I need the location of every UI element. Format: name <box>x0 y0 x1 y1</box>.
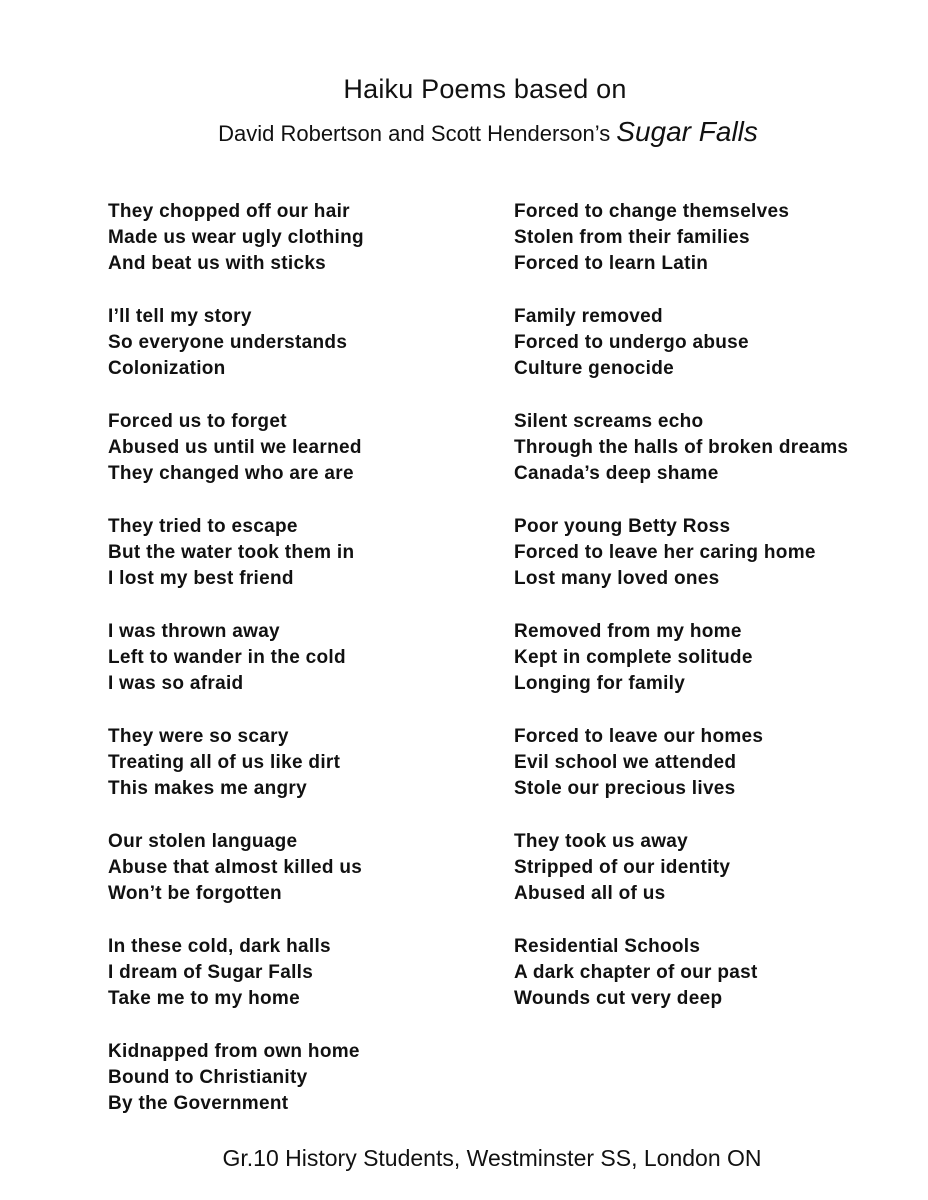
haiku-line: But the water took them in <box>108 542 355 564</box>
haiku-line: Evil school we attended <box>514 752 737 774</box>
haiku-line: Forced to change themselves <box>514 201 790 222</box>
haiku <box>108 724 364 803</box>
haiku <box>108 934 364 1013</box>
haiku <box>514 934 848 1013</box>
haiku <box>514 724 848 803</box>
right-poem-column <box>514 199 848 1039</box>
haiku-line: They chopped off our hair <box>108 201 350 222</box>
haiku-line: They took us away <box>514 831 689 852</box>
haiku-line: Forced to learn Latin <box>514 253 709 275</box>
haiku-line: Forced to leave our homes <box>514 726 764 747</box>
haiku-line: Through the halls of broken dreams <box>514 437 849 459</box>
haiku-line: Abused us until we learned <box>108 437 362 459</box>
haiku-line: Stolen from their families <box>514 227 750 249</box>
left-poem-column <box>108 199 364 1144</box>
haiku <box>108 199 364 278</box>
haiku-line: Our stolen language <box>108 831 298 852</box>
haiku-line: Bound to Christianity <box>108 1067 308 1089</box>
haiku <box>514 619 848 698</box>
haiku-line: I was so afraid <box>108 673 244 695</box>
haiku <box>108 304 364 383</box>
haiku-line: This makes me angry <box>108 778 307 800</box>
subtitle-book-title: Sugar Falls <box>616 116 758 147</box>
page-title: Haiku Poems based on <box>343 74 627 104</box>
haiku-line: I lost my best friend <box>108 568 294 590</box>
haiku-line: Colonization <box>108 358 226 380</box>
haiku-line: So everyone understands <box>108 332 348 354</box>
haiku-line: Forced to leave her caring home <box>514 542 816 564</box>
haiku-line: Removed from my home <box>514 621 742 642</box>
haiku-line: Treating all of us like dirt <box>108 752 341 774</box>
haiku-line: By the Government <box>108 1093 289 1115</box>
haiku-line: Kept in complete solitude <box>514 647 753 669</box>
haiku-line: Wounds cut very deep <box>514 988 723 1010</box>
haiku-line: Take me to my home <box>108 988 300 1010</box>
haiku-line: Longing for family <box>514 673 686 695</box>
page-subtitle <box>0 116 928 148</box>
haiku-line: Canada’s deep shame <box>514 463 719 485</box>
haiku-line: In these cold, dark halls <box>108 936 331 957</box>
haiku-line: They changed who are are <box>108 463 354 485</box>
haiku-line: I’ll tell my story <box>108 306 252 327</box>
haiku <box>108 1039 364 1118</box>
haiku <box>108 829 364 908</box>
haiku-line: They were so scary <box>108 726 289 747</box>
haiku-line: Forced us to forget <box>108 411 287 432</box>
haiku-line: Made us wear ugly clothing <box>108 227 364 249</box>
haiku-line: Silent screams echo <box>514 411 704 432</box>
haiku-line: Residential Schools <box>514 936 701 957</box>
haiku-line: Culture genocide <box>514 358 674 380</box>
haiku-line: Abused all of us <box>514 883 666 905</box>
haiku-line: They tried to escape <box>108 516 298 537</box>
haiku-line: Forced to undergo abuse <box>514 332 749 354</box>
haiku <box>514 304 848 383</box>
haiku-line: Abuse that almost killed us <box>108 857 363 879</box>
haiku-line: Family removed <box>514 306 663 327</box>
haiku-line: A dark chapter of our past <box>514 962 758 984</box>
footer-credit: Gr.10 History Students, Westminster SS, London ON <box>222 1145 762 1171</box>
haiku <box>514 199 848 278</box>
haiku-line: I was thrown away <box>108 621 280 642</box>
haiku-line: I dream of Sugar Falls <box>108 962 314 984</box>
haiku-line: Left to wander in the cold <box>108 647 346 669</box>
haiku <box>108 409 364 488</box>
haiku-line: Lost many loved ones <box>514 568 720 590</box>
haiku-line: Poor young Betty Ross <box>514 516 731 537</box>
haiku-line: Won’t be forgotten <box>108 883 282 905</box>
haiku-line: Kidnapped from own home <box>108 1041 360 1062</box>
haiku-line: Stole our precious lives <box>514 778 736 800</box>
haiku <box>514 409 848 488</box>
haiku <box>514 829 848 908</box>
haiku <box>514 514 848 593</box>
haiku-line: Stripped of our identity <box>514 857 731 879</box>
haiku <box>108 619 364 698</box>
subtitle-authors: David Robertson and Scott Henderson’s <box>218 121 611 146</box>
haiku-line: And beat us with sticks <box>108 253 327 275</box>
haiku <box>108 514 364 593</box>
